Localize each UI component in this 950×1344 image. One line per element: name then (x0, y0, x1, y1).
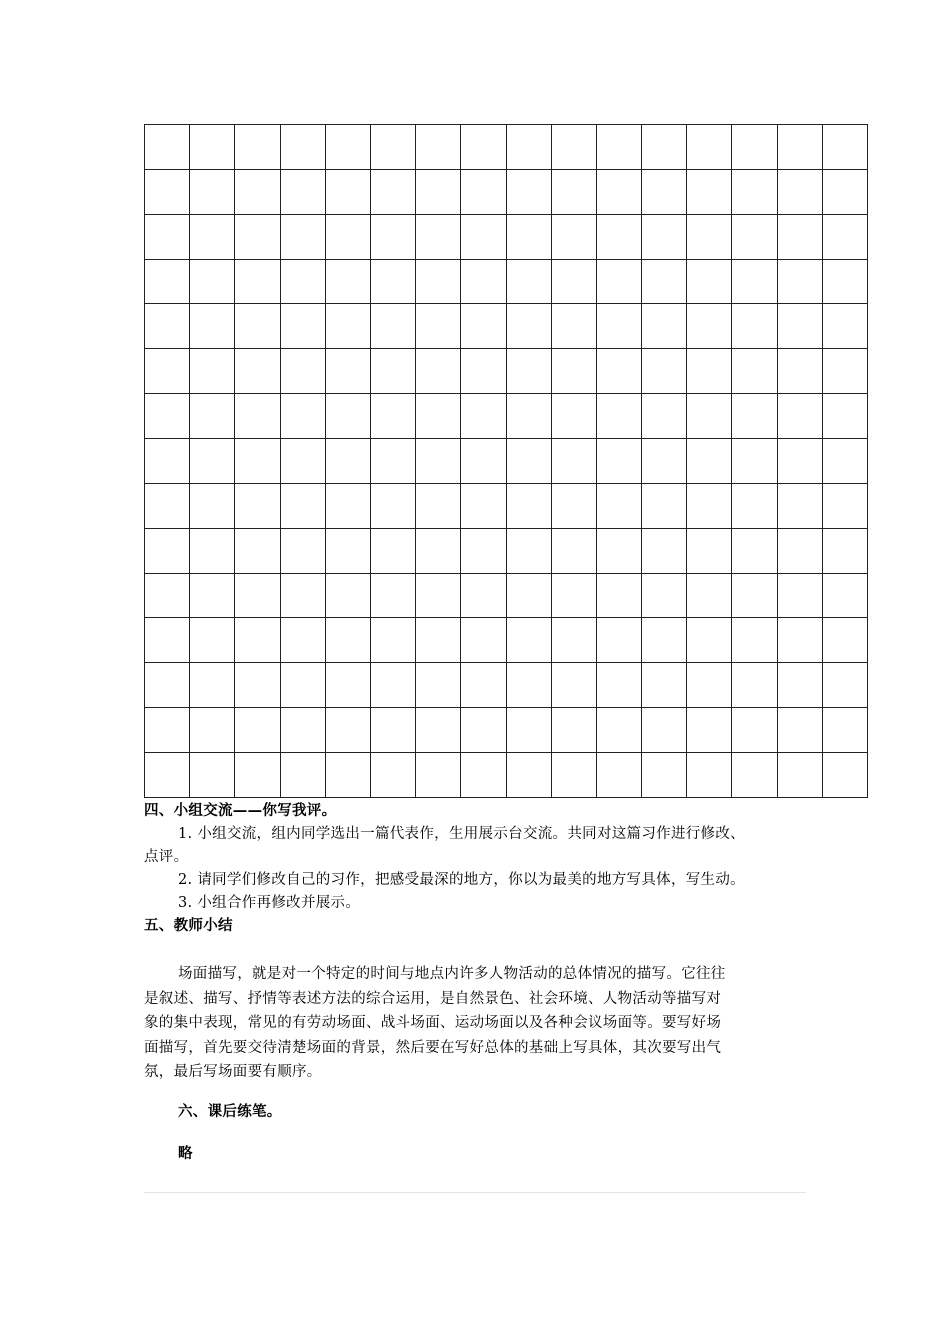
grid-cell (461, 349, 506, 394)
grid-row (145, 214, 868, 259)
grid-cell (190, 304, 235, 349)
grid-cell (280, 214, 325, 259)
grid-cell (551, 214, 596, 259)
grid-cell (596, 169, 641, 214)
grid-cell (190, 483, 235, 528)
grid-cell (687, 483, 732, 528)
grid-cell (551, 753, 596, 798)
grid-cell (596, 394, 641, 439)
grid-cell (190, 708, 235, 753)
grid-cell (461, 618, 506, 663)
grid-cell (642, 394, 687, 439)
grid-cell (551, 304, 596, 349)
grid-row (145, 439, 868, 484)
grid-cell (235, 125, 280, 170)
grid-cell (551, 394, 596, 439)
grid-cell (235, 708, 280, 753)
grid-cell (145, 169, 190, 214)
grid-cell (596, 573, 641, 618)
grid-cell (370, 528, 415, 573)
writing-grid (144, 124, 868, 798)
grid-cell (370, 753, 415, 798)
grid-cell (461, 259, 506, 304)
grid-cell (325, 349, 370, 394)
section-5-line-2: 是叙述、描写、抒情等表述方法的综合运用，是自然景色、社会环境、人物活动等描写对 (144, 990, 722, 1007)
grid-cell (325, 618, 370, 663)
grid-cell (370, 708, 415, 753)
grid-cell (416, 528, 461, 573)
grid-cell (416, 125, 461, 170)
grid-cell (280, 573, 325, 618)
grid-cell (461, 125, 506, 170)
grid-cell (777, 528, 822, 573)
grid-cell (687, 304, 732, 349)
grid-cell (190, 618, 235, 663)
grid-cell (280, 304, 325, 349)
grid-cell (370, 349, 415, 394)
grid-row (145, 528, 868, 573)
grid-cell (280, 259, 325, 304)
grid-cell (416, 394, 461, 439)
grid-cell (145, 483, 190, 528)
grid-cell (687, 528, 732, 573)
grid-cell (642, 169, 687, 214)
section-4-item-1-line-2: 点评。 (144, 849, 189, 865)
grid-cell (416, 663, 461, 708)
grid-cell (461, 528, 506, 573)
grid-row (145, 349, 868, 394)
grid-cell (190, 528, 235, 573)
grid-cell (370, 259, 415, 304)
grid-cell (145, 663, 190, 708)
grid-cell (551, 528, 596, 573)
section-6-heading: 六、课后练笔。 (178, 1104, 282, 1120)
grid-cell (822, 259, 867, 304)
grid-cell (461, 394, 506, 439)
grid-cell (506, 528, 551, 573)
grid-cell (822, 304, 867, 349)
grid-cell (732, 214, 777, 259)
grid-cell (822, 753, 867, 798)
grid-cell (732, 663, 777, 708)
grid-cell (687, 394, 732, 439)
grid-cell (190, 663, 235, 708)
grid-cell (235, 483, 280, 528)
section-4-item-2: 2. 请同学们修改自己的习作，把感受最深的地方，你以为最美的地方写具体，写生动。 (178, 872, 745, 888)
grid-cell (596, 349, 641, 394)
grid-cell (732, 708, 777, 753)
grid-cell (642, 483, 687, 528)
grid-cell (235, 618, 280, 663)
grid-cell (732, 394, 777, 439)
grid-cell (732, 753, 777, 798)
grid-cell (506, 304, 551, 349)
grid-row (145, 663, 868, 708)
grid-cell (506, 708, 551, 753)
grid-cell (642, 259, 687, 304)
grid-cell (506, 618, 551, 663)
grid-cell (596, 483, 641, 528)
grid-cell (145, 349, 190, 394)
grid-cell (416, 708, 461, 753)
grid-cell (325, 169, 370, 214)
grid-cell (506, 259, 551, 304)
grid-cell (370, 214, 415, 259)
grid-cell (280, 708, 325, 753)
grid-cell (732, 169, 777, 214)
grid-cell (145, 708, 190, 753)
grid-cell (551, 125, 596, 170)
grid-cell (732, 528, 777, 573)
grid-cell (732, 483, 777, 528)
grid-cell (642, 349, 687, 394)
grid-cell (325, 573, 370, 618)
grid-cell (551, 663, 596, 708)
grid-cell (416, 483, 461, 528)
grid-cell (145, 125, 190, 170)
section-4-item-3: 3. 小组合作再修改并展示。 (178, 895, 361, 911)
section-5-paragraph (144, 962, 824, 1085)
grid-cell (506, 439, 551, 484)
grid-cell (145, 618, 190, 663)
section-5-line-3: 象的集中表现，常见的有劳动场面、战斗场面、运动场面以及各种会议场面等。要写好场 (144, 1015, 722, 1031)
grid-cell (506, 125, 551, 170)
grid-row (145, 573, 868, 618)
grid-cell (777, 214, 822, 259)
grid-cell (596, 528, 641, 573)
grid-cell (732, 618, 777, 663)
grid-cell (416, 259, 461, 304)
grid-cell (145, 528, 190, 573)
grid-row (145, 125, 868, 170)
grid-cell (325, 663, 370, 708)
grid-row (145, 259, 868, 304)
grid-cell (777, 483, 822, 528)
grid-cell (280, 439, 325, 484)
grid-cell (145, 214, 190, 259)
grid-cell (370, 169, 415, 214)
grid-cell (145, 304, 190, 349)
grid-cell (777, 349, 822, 394)
grid-cell (416, 573, 461, 618)
grid-cell (822, 528, 867, 573)
grid-cell (325, 304, 370, 349)
grid-cell (777, 753, 822, 798)
grid-cell (506, 573, 551, 618)
grid-cell (551, 708, 596, 753)
grid-cell (280, 663, 325, 708)
grid-cell (687, 663, 732, 708)
grid-cell (280, 125, 325, 170)
grid-cell (777, 439, 822, 484)
grid-cell (416, 753, 461, 798)
grid-cell (325, 214, 370, 259)
grid-row (145, 618, 868, 663)
page-divider (144, 1192, 806, 1193)
grid-cell (777, 573, 822, 618)
grid-cell (190, 394, 235, 439)
grid-cell (370, 663, 415, 708)
grid-cell (190, 349, 235, 394)
grid-cell (325, 125, 370, 170)
grid-cell (687, 573, 732, 618)
grid-cell (235, 663, 280, 708)
grid-cell (822, 708, 867, 753)
grid-cell (822, 169, 867, 214)
grid-cell (506, 753, 551, 798)
grid-cell (596, 439, 641, 484)
grid-cell (551, 169, 596, 214)
grid-row (145, 753, 868, 798)
grid-cell (280, 618, 325, 663)
grid-cell (190, 753, 235, 798)
grid-cell (822, 349, 867, 394)
grid-cell (280, 349, 325, 394)
section-5-line-1: 场面描写，就是对一个特定的时间与地点内许多人物活动的总体情况的描写。它往往 (178, 966, 726, 982)
grid-cell (777, 125, 822, 170)
grid-cell (325, 259, 370, 304)
grid-cell (642, 618, 687, 663)
grid-cell (235, 753, 280, 798)
grid-cell (370, 573, 415, 618)
grid-cell (235, 259, 280, 304)
grid-cell (687, 259, 732, 304)
grid-cell (145, 753, 190, 798)
grid-cell (235, 439, 280, 484)
grid-cell (235, 394, 280, 439)
grid-cell (506, 169, 551, 214)
grid-cell (416, 304, 461, 349)
section-6-content: 略 (178, 1146, 193, 1162)
grid-cell (732, 349, 777, 394)
grid-cell (551, 349, 596, 394)
grid-cell (325, 708, 370, 753)
grid-cell (687, 753, 732, 798)
grid-cell (370, 483, 415, 528)
grid-cell (190, 169, 235, 214)
grid-cell (732, 304, 777, 349)
grid-cell (506, 214, 551, 259)
grid-cell (190, 125, 235, 170)
grid-cell (642, 753, 687, 798)
grid-cell (551, 618, 596, 663)
grid-cell (416, 214, 461, 259)
grid-cell (235, 573, 280, 618)
grid-cell (687, 708, 732, 753)
grid-cell (642, 528, 687, 573)
grid-cell (461, 214, 506, 259)
grid-cell (642, 304, 687, 349)
grid-cell (280, 169, 325, 214)
grid-cell (416, 439, 461, 484)
grid-cell (190, 573, 235, 618)
grid-cell (596, 125, 641, 170)
grid-cell (370, 439, 415, 484)
grid-cell (642, 214, 687, 259)
grid-cell (235, 304, 280, 349)
grid-cell (551, 259, 596, 304)
grid-cell (822, 663, 867, 708)
grid-cell (370, 304, 415, 349)
grid-cell (280, 753, 325, 798)
grid-cell (461, 663, 506, 708)
grid-cell (687, 439, 732, 484)
grid-cell (642, 708, 687, 753)
grid-cell (416, 349, 461, 394)
grid-cell (325, 439, 370, 484)
grid-cell (596, 259, 641, 304)
grid-cell (461, 708, 506, 753)
grid-cell (461, 439, 506, 484)
grid-cell (596, 753, 641, 798)
grid-cell (551, 573, 596, 618)
grid-cell (822, 439, 867, 484)
grid-cell (777, 708, 822, 753)
grid-cell (777, 304, 822, 349)
grid-cell (145, 439, 190, 484)
grid-cell (551, 439, 596, 484)
grid-cell (642, 439, 687, 484)
grid-cell (732, 439, 777, 484)
grid-cell (506, 483, 551, 528)
grid-cell (687, 618, 732, 663)
grid-row (145, 169, 868, 214)
grid-cell (461, 169, 506, 214)
grid-cell (777, 618, 822, 663)
grid-cell (596, 214, 641, 259)
grid-cell (280, 528, 325, 573)
grid-cell (642, 663, 687, 708)
grid-cell (461, 483, 506, 528)
grid-cell (777, 259, 822, 304)
grid-cell (235, 528, 280, 573)
section-4-item-1-line-1: 1. 小组交流，组内同学选出一篇代表作，生用展示台交流。共同对这篇习作进行修改、 (178, 826, 745, 842)
grid-cell (280, 483, 325, 528)
grid-cell (190, 259, 235, 304)
section-5-heading: 五、教师小结 (144, 918, 233, 934)
grid-cell (777, 394, 822, 439)
section-5-line-5: 氛，最后写场面要有顺序。 (144, 1064, 322, 1080)
section-4-heading: 四、小组交流——你写我评。 (144, 803, 337, 819)
grid-cell (551, 483, 596, 528)
grid-cell (325, 483, 370, 528)
grid-cell (370, 125, 415, 170)
grid-cell (687, 214, 732, 259)
section-5-line-4: 面描写，首先要交待清楚场面的背景，然后要在写好总体的基础上写具体，其次要写出气 (144, 1039, 722, 1056)
grid-cell (596, 304, 641, 349)
grid-row (145, 394, 868, 439)
grid-cell (370, 618, 415, 663)
grid-cell (461, 753, 506, 798)
grid-cell (732, 573, 777, 618)
grid-cell (506, 394, 551, 439)
grid-cell (235, 349, 280, 394)
grid-cell (822, 394, 867, 439)
grid-cell (822, 618, 867, 663)
grid-cell (642, 573, 687, 618)
grid-cell (461, 304, 506, 349)
grid-cell (687, 169, 732, 214)
grid-cell (822, 573, 867, 618)
grid-cell (732, 125, 777, 170)
grid-cell (687, 125, 732, 170)
grid-cell (416, 618, 461, 663)
grid-cell (325, 528, 370, 573)
grid-row (145, 708, 868, 753)
grid-cell (190, 439, 235, 484)
section-4 (144, 800, 824, 938)
grid-cell (642, 125, 687, 170)
grid-cell (687, 349, 732, 394)
grid-row (145, 304, 868, 349)
grid-cell (506, 663, 551, 708)
grid-cell (325, 753, 370, 798)
grid-cell (190, 214, 235, 259)
grid-cell (822, 214, 867, 259)
grid-cell (777, 169, 822, 214)
grid-cell (145, 573, 190, 618)
grid-cell (325, 394, 370, 439)
grid-cell (416, 169, 461, 214)
grid-cell (235, 169, 280, 214)
grid-cell (596, 618, 641, 663)
grid-cell (280, 394, 325, 439)
grid-cell (145, 259, 190, 304)
grid-cell (461, 573, 506, 618)
grid-cell (145, 394, 190, 439)
grid-cell (235, 214, 280, 259)
grid-cell (596, 663, 641, 708)
grid-cell (506, 349, 551, 394)
grid-cell (370, 394, 415, 439)
grid-row (145, 483, 868, 528)
grid-cell (732, 259, 777, 304)
grid-cell (777, 663, 822, 708)
grid-cell (822, 125, 867, 170)
grid-cell (596, 708, 641, 753)
grid-cell (822, 483, 867, 528)
